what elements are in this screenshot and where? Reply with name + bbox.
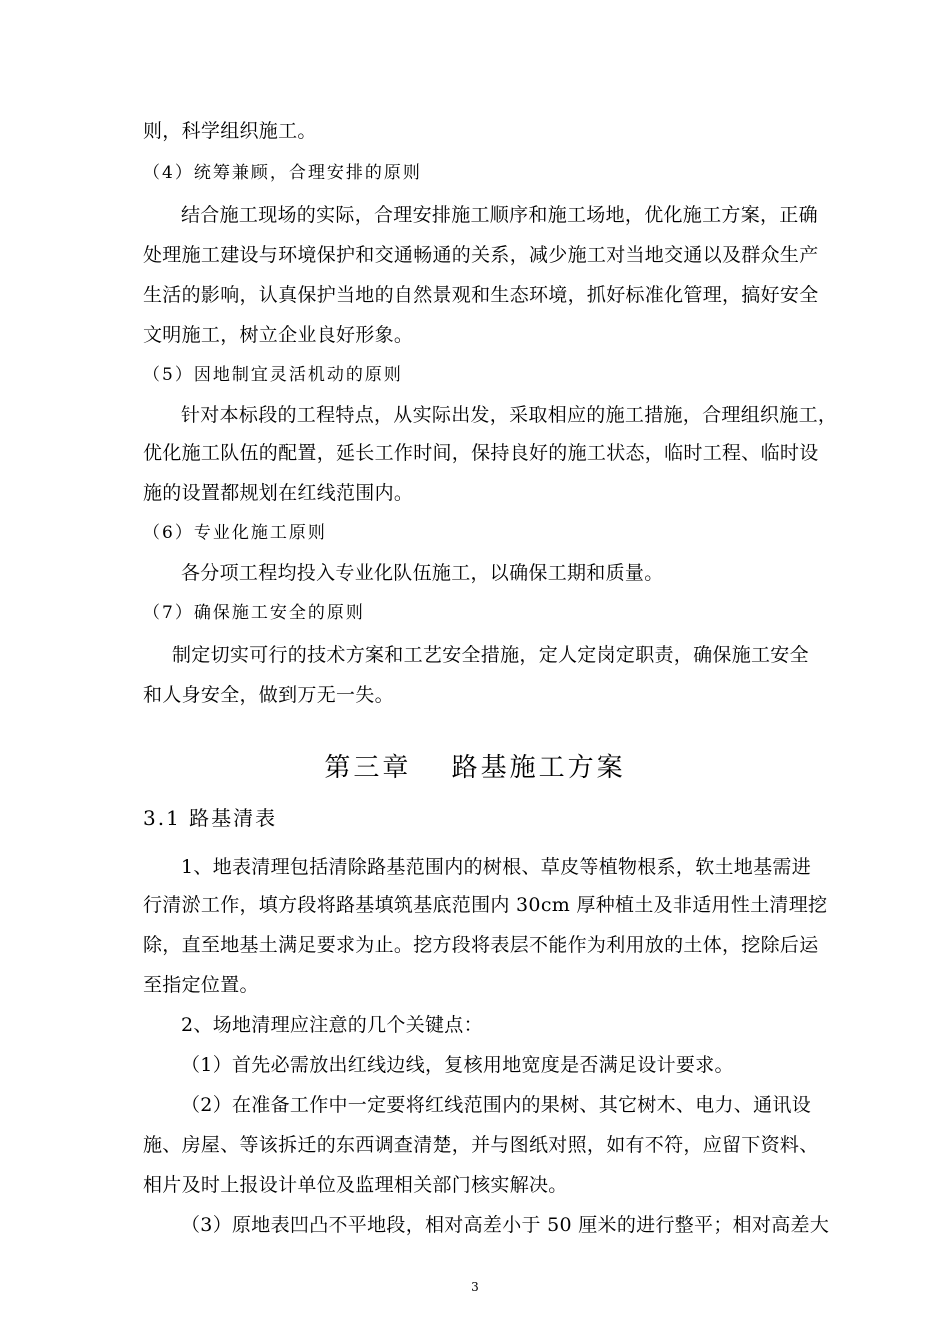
paragraph-line: 处理施工建设与环境保护和交通畅通的关系，减少施工对当地交通以及群众生产 (143, 244, 819, 266)
paragraph-line: 至指定位置。 (143, 974, 259, 996)
paragraph-line: 结合施工现场的实际，合理安排施工顺序和施工场地，优化施工方案，正确 (181, 204, 818, 226)
principle-heading: （6）专业化施工原则 (143, 523, 327, 543)
paragraph-line: 制定切实可行的技术方案和工艺安全措施，定人定岗定职责，确保施工安全 (172, 644, 809, 666)
chapter-title: 第三章 路基施工方案 (324, 753, 626, 783)
paragraph-line: 各分项工程均投入专业化队伍施工，以确保工期和质量。 (181, 562, 664, 584)
principle-heading: （5）因地制宜灵活机动的原则 (143, 365, 403, 385)
paragraph-line: 相片及时上报设计单位及监理相关部门核实解决。 (143, 1174, 568, 1196)
paragraph-line: 2、场地清理应注意的几个关键点： (181, 1014, 483, 1036)
paragraph-line: （1）首先必需放出红线边线，复核用地宽度是否满足设计要求。 (181, 1054, 734, 1076)
paragraph-line: 1、地表清理包括清除路基范围内的树根、草皮等植物根系，软土地基需进 (181, 856, 811, 878)
paragraph-line: 文明施工，树立企业良好形象。 (143, 324, 414, 346)
paragraph-line: （2）在准备工作中一定要将红线范围内的果树、其它树木、电力、通讯设 (181, 1094, 811, 1116)
paragraph-line: 施、房屋、等该拆迁的东西调查清楚，并与图纸对照，如有不符，应留下资料、 (143, 1134, 819, 1156)
paragraph-line: （3）原地表凹凸不平地段，相对高差小于 50 厘米的进行整平；相对高差大 (181, 1214, 830, 1236)
paragraph-line: 生活的影响，认真保护当地的自然景观和生态环境，抓好标准化管理，搞好安全 (143, 284, 819, 306)
paragraph-line: 除，直至地基土满足要求为止。挖方段将表层不能作为利用放的土体，挖除后运 (143, 934, 819, 956)
paragraph-line: 行清淤工作，填方段将路基填筑基底范围内 30cm 厚种植土及非适用性土清理挖 (143, 894, 828, 916)
paragraph-line: 针对本标段的工程特点，从实际出发，采取相应的施工措施，合理组织施工， (181, 404, 838, 426)
paragraph-line: 施的设置都规划在红线范围内。 (143, 482, 414, 504)
page-number: 3 (471, 1280, 479, 1294)
paragraph-line: 优化施工队伍的配置，延长工作时间，保持良好的施工状态，临时工程、临时设 (143, 442, 819, 464)
principle-heading: （4）统筹兼顾，合理安排的原则 (143, 163, 422, 183)
paragraph-line: 和人身安全，做到万无一失。 (143, 684, 394, 706)
principle-heading: （7）确保施工安全的原则 (143, 603, 365, 623)
section-title: 3.1 路基清表 (143, 806, 278, 830)
paragraph-line: 则，科学组织施工。 (143, 120, 317, 142)
